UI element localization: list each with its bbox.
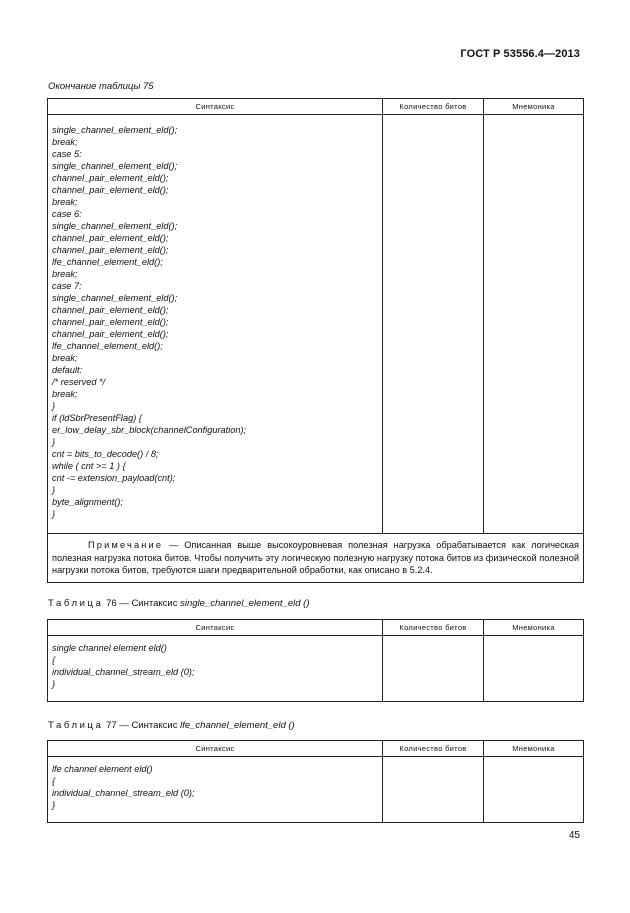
syntax-cell: [48, 115, 383, 534]
bits-cell: [383, 115, 484, 534]
code-line: if (ldSbrPresentFlag) {: [52, 413, 142, 423]
note-label: Примечание: [88, 540, 164, 550]
code-line: single_channel_element_eld();: [52, 221, 178, 231]
code-line: lfe channel element eld(): [52, 764, 153, 774]
syntax-cell: [48, 757, 383, 823]
code-line: channel_pair_element_eld();: [52, 329, 169, 339]
code-line: single_channel_element_eld();: [52, 161, 178, 171]
table-77: [47, 740, 584, 823]
code-line: channel_pair_element_eld();: [52, 185, 169, 195]
code-line: default:: [52, 365, 83, 375]
table-note-row: [48, 534, 584, 583]
table-76: [47, 619, 584, 702]
code-line: {: [52, 655, 56, 665]
column-header-mnemonic: Мнемоника: [484, 620, 584, 636]
column-header-mnemonic: Мнемоника: [484, 741, 584, 757]
code-line: cnt = bits_to_decode() / 8;: [52, 449, 159, 459]
caption-function: single_channel_element_eld (): [180, 598, 310, 609]
code-line: break;: [52, 389, 78, 399]
mnemonic-cell: [484, 757, 584, 823]
code-line: case 7:: [52, 281, 82, 291]
code-line: lfe_channel_element_eld();: [52, 341, 163, 351]
page-number: 45: [568, 830, 580, 841]
caption-label: Таблица: [48, 598, 104, 609]
document-header: ГОСТ Р 53556.4—2013: [460, 48, 580, 60]
code-line: channel_pair_element_eld();: [52, 173, 169, 183]
code-line: }: [52, 800, 56, 810]
code-line: case 6:: [52, 209, 82, 219]
table-note: [48, 534, 584, 583]
table-header-row: [48, 741, 584, 757]
code-line: }: [52, 401, 56, 411]
syntax-cell: [48, 636, 383, 702]
table-77-caption: [48, 720, 295, 731]
column-header-syntax: Синтаксис: [48, 620, 383, 636]
code-line: }: [52, 485, 56, 495]
code-line: byte_alignment();: [52, 497, 123, 507]
code-line: break;: [52, 137, 78, 147]
table-header-row: [48, 99, 584, 115]
syntax-code-block: [52, 642, 378, 690]
code-line: break;: [52, 197, 78, 207]
code-line: {: [52, 776, 56, 786]
caption-function: lfe_channel_element_eld (): [180, 720, 295, 731]
syntax-code-block: [52, 763, 378, 811]
table-row: [48, 115, 584, 534]
code-line: }: [52, 509, 56, 519]
column-header-syntax: Синтаксис: [48, 741, 383, 757]
note-text: — Описанная выше высокоуровневая полезная нагрузка обрабатывается как логическая полезная нагрузка потока битов. Чтобы получить эту логическую полезную нагрузку потока битов из физической полезной нагрузки потока битов, требуются шаги предварительной обработки, как описано в 5.2.4.: [52, 540, 579, 575]
code-line: }: [52, 679, 56, 689]
code-line: er_low_delay_sbr_block(channelConfiguration);: [52, 425, 247, 435]
code-line: channel_pair_element_eld();: [52, 245, 169, 255]
code-line: single_channel_element_eld();: [52, 293, 178, 303]
column-header-syntax: Синтаксис: [48, 99, 383, 115]
table-75: [47, 98, 584, 583]
caption-label: Таблица: [48, 720, 104, 731]
table-76-caption: [48, 598, 310, 609]
code-line: channel_pair_element_eld();: [52, 305, 169, 315]
code-line: single channel element eld(): [52, 643, 167, 653]
code-line: single_channel_element_eld();: [52, 125, 178, 135]
caption-text: 77 — Синтаксис: [103, 720, 181, 731]
code-line: /* reserved */: [52, 377, 106, 387]
code-line: channel_pair_element_eld();: [52, 233, 169, 243]
code-line: break;: [52, 353, 78, 363]
column-header-bits: Количество битов: [383, 741, 484, 757]
code-line: lfe_channel_element_eld();: [52, 257, 163, 267]
table-row: [48, 757, 584, 823]
column-header-bits: Количество битов: [383, 620, 484, 636]
code-line: individual_channel_stream_eld (0);: [52, 788, 195, 798]
caption-text: 76 — Синтаксис: [103, 598, 181, 609]
table-header-row: [48, 620, 584, 636]
column-header-mnemonic: Мнемоника: [484, 99, 584, 115]
code-line: channel_pair_element_eld();: [52, 317, 169, 327]
bits-cell: [383, 757, 484, 823]
column-header-bits: Количество битов: [383, 99, 484, 115]
table-row: [48, 636, 584, 702]
table-continuation-label: Окончание таблицы 75: [48, 81, 154, 92]
code-line: while ( cnt >= 1 ) {: [52, 461, 126, 471]
bits-cell: [383, 636, 484, 702]
code-line: individual_channel_stream_eld (0);: [52, 667, 195, 677]
code-line: cnt -= extension_payload(cnt);: [52, 473, 176, 483]
mnemonic-cell: [484, 636, 584, 702]
code-line: break;: [52, 269, 78, 279]
syntax-code-block: [52, 124, 378, 520]
code-line: case 5:: [52, 149, 82, 159]
mnemonic-cell: [484, 115, 584, 534]
code-line: }: [52, 437, 56, 447]
